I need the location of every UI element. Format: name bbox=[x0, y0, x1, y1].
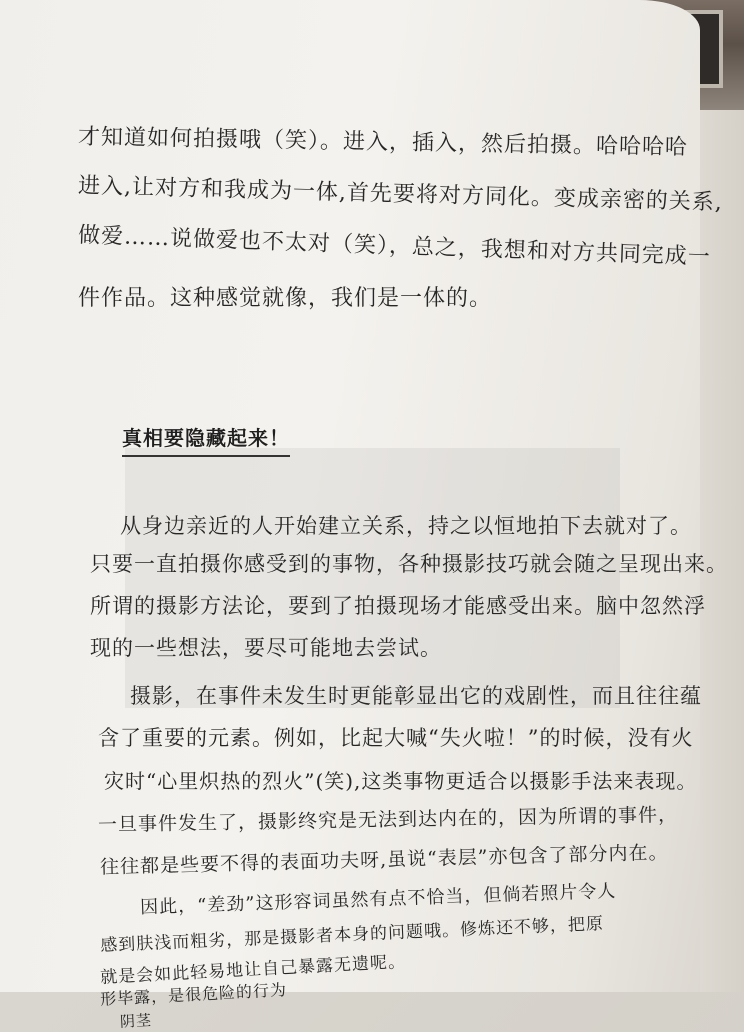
text-line: 一旦事件发生了，摄影终究是无法到达内在的，因为所谓的事件， bbox=[97, 803, 679, 837]
text-line: 含了重要的元素。例如，比起大喊“失火啦！”的时候，没有火 bbox=[98, 726, 694, 750]
text-line: 阴茎 bbox=[119, 1011, 153, 1031]
text-line: 做爱……说做爱也不太对（笑），总之，我想和对方共同完成一 bbox=[77, 222, 712, 271]
text-line: 摄影，在事件未发生时更能彰显出它的戏剧性，而且往往蕴 bbox=[130, 684, 702, 708]
text-line: 形毕露，是很危险的行为 bbox=[99, 980, 288, 1009]
text-line: 因此，“差劲”这形容词虽然有点不恰当，但倘若照片令人 bbox=[139, 880, 617, 919]
section-heading: 真相要隐藏起来！ bbox=[122, 422, 290, 457]
text-line: 从身边亲近的人开始建立关系，持之以恒地拍下去就对了。 bbox=[120, 514, 692, 538]
text-line: 往往都是些要不得的表面功夫呀,虽说“表层”亦包含了部分内在。 bbox=[99, 841, 669, 879]
text-line: 灾时“心里炽热的烈火”(笑),这类事物更适合以摄影手法来表现。 bbox=[104, 769, 698, 793]
text-line: 进入,让对方和我成为一体,首先要将对方同化。变成亲密的关系, bbox=[77, 173, 724, 216]
photo-region bbox=[125, 448, 620, 708]
text-line: 所谓的摄影方法论，要到了拍摄现场才能感受出来。脑中忽然浮 bbox=[90, 594, 706, 618]
text-line: 现的一些想法，要尽可能地去尝试。 bbox=[90, 636, 442, 660]
text-line: 才知道如何拍摄哦（笑）。进入，插入，然后拍摄。哈哈哈哈 bbox=[77, 124, 689, 161]
text-line: 就是会如此轻易地让自己暴露无遗呢。 bbox=[99, 952, 407, 988]
text-line: 感到肤浅而粗劣，那是摄影者本身的问题哦。修炼还不够，把原 bbox=[99, 914, 605, 956]
text-line: 件作品。这种感觉就像，我们是一体的。 bbox=[78, 286, 493, 311]
text-line: 只要一直拍摄你感受到的事物，各种摄影技巧就会随之呈现出来。 bbox=[90, 552, 728, 576]
